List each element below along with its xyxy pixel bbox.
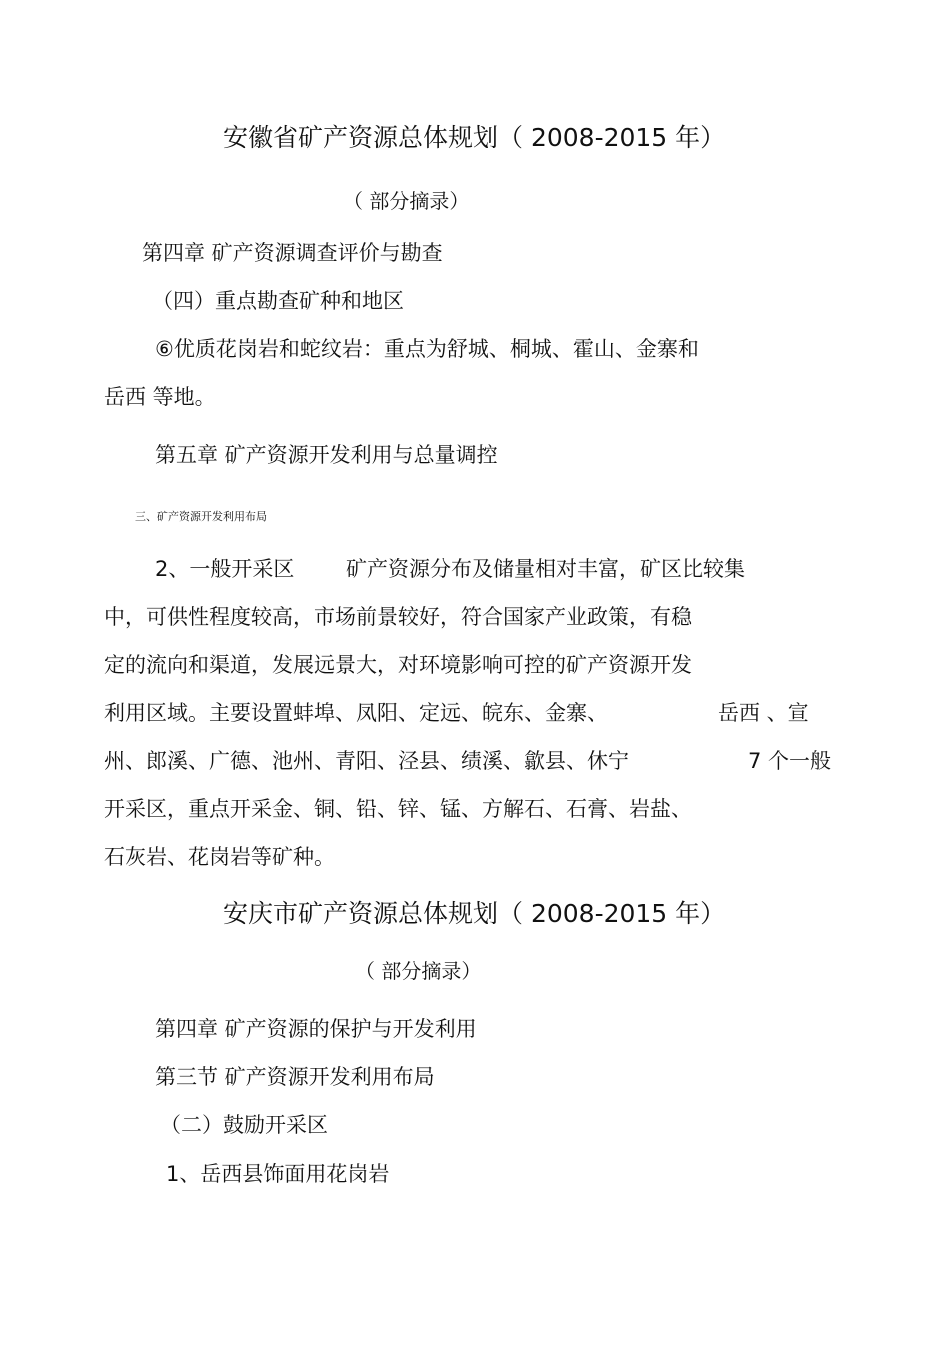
- doc2-chapter4-heading: 第四章 矿产资源的保护与开发利用: [155, 1017, 477, 1041]
- doc1-para-line7: 石灰岩、花岗岩等矿种。: [104, 845, 335, 869]
- doc1-chapter5-heading: 第五章 矿产资源开发利用与总量调控: [155, 443, 498, 467]
- doc1-para-line5-b: 7 个一般: [748, 749, 832, 773]
- doc1-para-line5-a: 州、郎溪、广德、池州、青阳、泾县、绩溪、歙县、休宁: [104, 749, 629, 773]
- doc1-section3-small: 三、矿产资源开发利用布局: [135, 510, 267, 523]
- doc2-item1: 1、岳西县饰面用花岗岩: [166, 1162, 390, 1186]
- doc2-title: 安庆市矿产资源总体规划（ 2008-2015 年）: [223, 899, 726, 928]
- doc1-item6-line2: 岳西 等地。: [104, 385, 216, 409]
- doc1-para-line1-label: 2、一般开采区: [155, 557, 295, 581]
- doc1-subtitle: （ 部分摘录）: [343, 189, 470, 213]
- doc1-title: 安徽省矿产资源总体规划（ 2008-2015 年）: [223, 123, 726, 152]
- doc1-item6-line1: ⑥优质花岗岩和蛇纹岩：重点为舒城、桐城、霍山、金寨和: [155, 337, 699, 361]
- doc2-subtitle: （ 部分摘录）: [355, 959, 482, 983]
- doc1-para-line3: 定的流向和渠道，发展远景大，对环境影响可控的矿产资源开发: [104, 653, 692, 677]
- doc1-para-line1-text: 矿产资源分布及储量相对丰富，矿区比较集: [346, 557, 745, 581]
- doc1-para-line6: 开采区，重点开采金、铜、铅、锌、锰、方解石、石膏、岩盐、: [104, 797, 692, 821]
- doc2-sub2-heading: （二）鼓励开采区: [160, 1113, 328, 1137]
- doc1-para-line4-a: 利用区域。主要设置蚌埠、凤阳、定远、皖东、金寨、: [104, 701, 608, 725]
- doc1-para-line2: 中，可供性程度较高，市场前景较好，符合国家产业政策，有稳: [104, 605, 692, 629]
- doc1-section4-heading: （四）重点勘查矿种和地区: [152, 289, 404, 313]
- doc1-chapter4-heading: 第四章 矿产资源调查评价与勘查: [142, 241, 443, 265]
- doc1-para-line4-b: 岳西 、宣: [718, 701, 809, 725]
- doc2-section3-heading: 第三节 矿产资源开发利用布局: [155, 1065, 435, 1089]
